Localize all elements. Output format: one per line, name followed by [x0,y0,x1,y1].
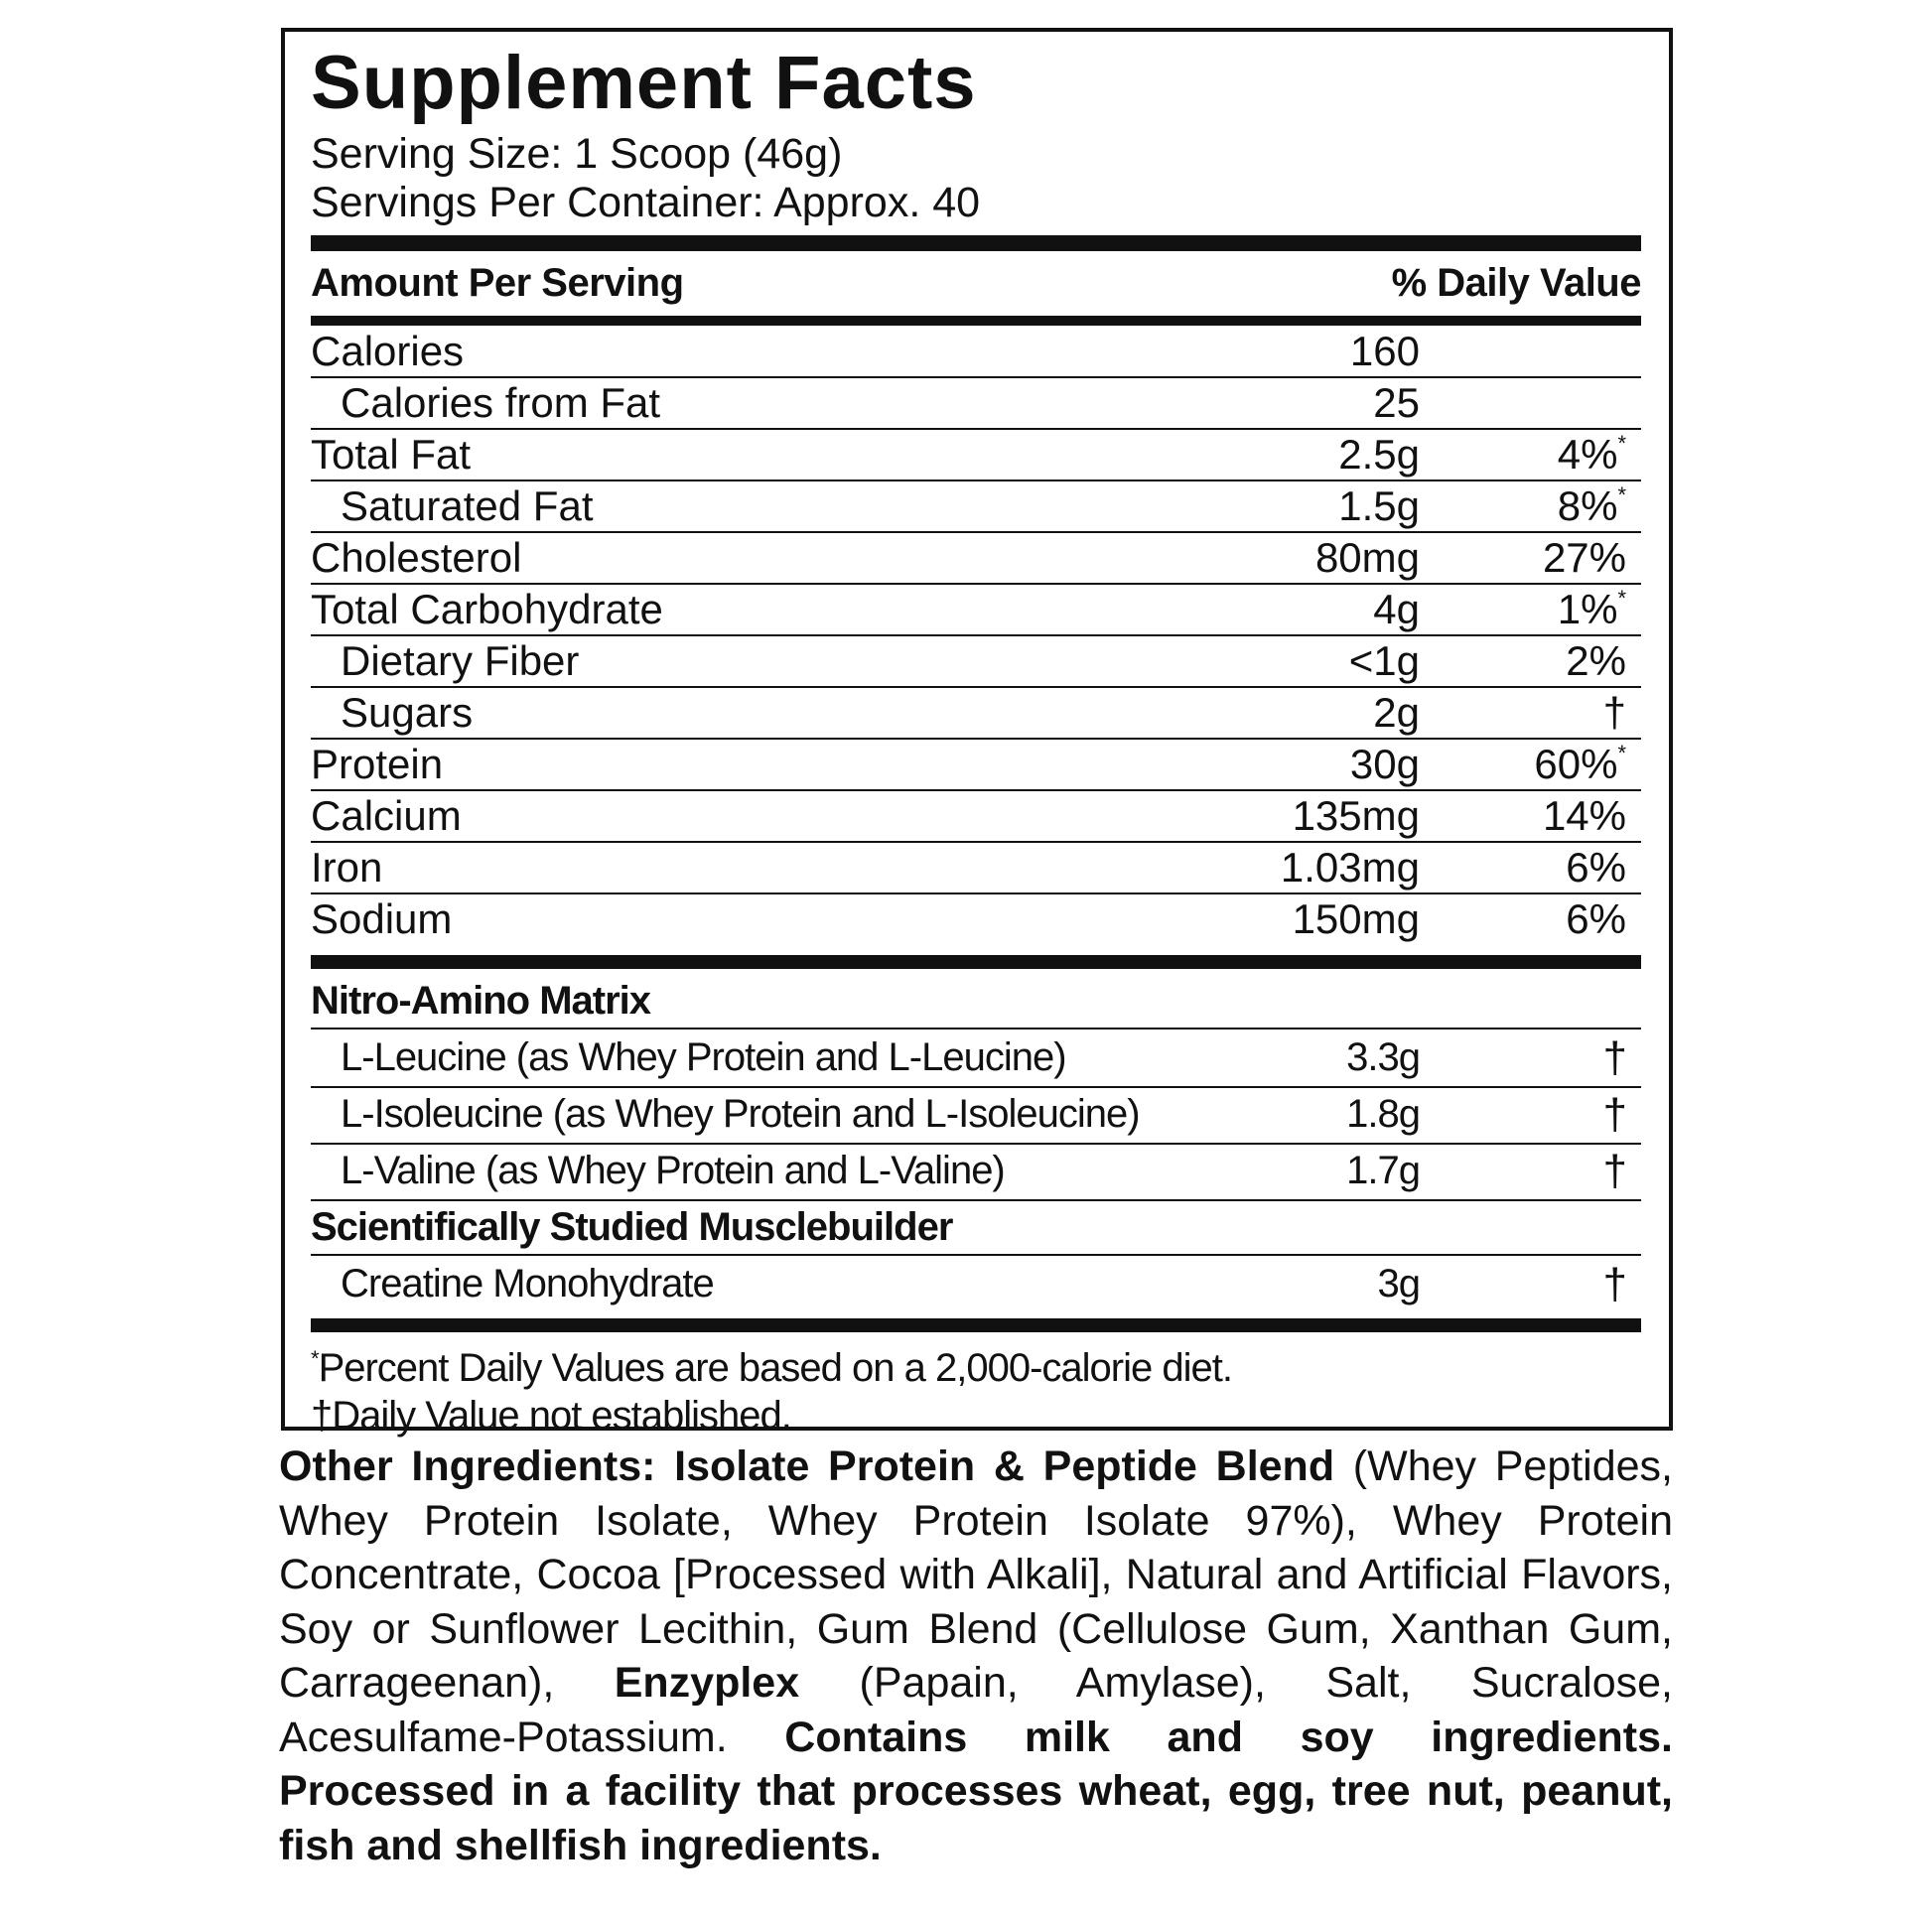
daily-value-star: * [1617,482,1626,507]
daily-value-percent: 1% [1557,586,1618,632]
nutrient-label: Protein [311,741,444,787]
other-ingredients-list-2: (Papain, Amylase), Salt, Sucralose, Acesulfame-Potassium. [279,1659,1673,1761]
musclebuilder-heading-label: Scientifically Studied Musclebuilder [311,1205,953,1249]
nutrient-row [311,532,1641,584]
nutrient-amount: 80mg [1314,534,1420,581]
nitro-amino-heading [311,975,1641,1027]
nutrient-label: Iron [311,844,383,891]
thick-divider [311,235,1641,251]
ingredient-amount: 1.8g [1346,1092,1420,1136]
ingredient-label: L-Leucine (as Whey Protein and L-Leucine) [341,1035,1066,1079]
daily-value-percent: 6% [1566,895,1626,942]
nutrient-row [311,326,1641,377]
nutrient-label: Calcium [311,792,462,839]
nutrient-label: Total Fat [311,431,472,478]
footnote-star: * [311,1346,319,1371]
serving-size: Serving Size: 1 Scoop (46g) [311,130,843,178]
nutrient-daily-value [1566,893,1626,945]
nutrient-row [311,429,1641,480]
nutrient-label: Dietary Fiber [341,637,580,684]
nutrient-amount: 2g [1373,689,1420,736]
allergen-statement: Contains milk and soy ingredients. Processed in a facility that processes wheat, egg, tree nut, peanut, fish and shellfish ingredients. [279,1713,1673,1869]
nutrient-amount: 30g [1349,741,1420,787]
ingredient-row [311,1256,1641,1312]
nutrient-amount: 150mg [1292,895,1420,942]
nutrient-daily-value [1603,687,1626,739]
ingredient-amount: 1.7g [1346,1149,1420,1192]
nutrient-daily-value [1543,532,1626,584]
enzyplex-label: Enzyplex [614,1659,800,1707]
daily-value-label: % Daily Value [1391,261,1641,305]
daily-value-percent: 4% [1557,431,1618,478]
ingredient-label: L-Valine (as Whey Protein and L-Valine) [341,1149,1005,1192]
nutrient-row [311,893,1641,945]
nutrient-label: Saturated Fat [341,482,594,529]
musclebuilder-heading [311,1201,1641,1253]
nutrient-row [311,635,1641,687]
servings-per-container: Servings Per Container: Approx. 40 [311,179,981,226]
ingredient-label: Creatine Monohydrate [341,1262,714,1305]
nutrient-row [311,584,1641,635]
thick-divider [311,955,1641,969]
ingredient-daily-value: † [1602,1147,1626,1195]
nutrient-amount: <1g [1348,637,1420,684]
nutrient-row [311,842,1641,893]
nutrient-daily-value [1558,429,1626,480]
daily-value-star: * [1617,741,1626,765]
nutrient-row [311,377,1641,429]
daily-value-percent: 14% [1542,792,1626,839]
nutrient-label: Sugars [341,689,474,736]
supplement-facts-panel [281,28,1673,1438]
nutrient-label: Calories [311,328,465,374]
nutrient-amount: 1.03mg [1280,844,1420,891]
nutrient-row [311,480,1641,532]
percent-dv-footnote-text: Percent Daily Values are based on a 2,000-calorie diet. [318,1346,1232,1390]
medium-divider [311,316,1641,326]
nutrient-amount: 135mg [1292,792,1420,839]
nutrient-row [311,739,1641,790]
nutrient-daily-value [1543,790,1626,842]
dagger-footnote: †Daily Value not established. [311,1394,791,1438]
nutrient-amount: 160 [1349,328,1420,374]
amount-header-row [311,257,1641,309]
nutrient-row [311,687,1641,739]
ingredient-label: L-Isoleucine (as Whey Protein and L-Isoleucine) [341,1092,1140,1136]
ingredient-row [311,1143,1641,1199]
nutrient-label: Total Carbohydrate [311,586,663,632]
nutrient-daily-value [1566,635,1626,687]
thick-divider [311,1318,1641,1332]
daily-value-percent: 6% [1566,844,1626,891]
nutrient-label: Calories from Fat [341,379,661,426]
ingredient-amount: 3.3g [1346,1035,1420,1079]
nitro-amino-heading-label: Nitro-Amino Matrix [311,979,650,1023]
ingredient-daily-value: † [1602,1033,1626,1082]
ingredient-amount: 3g [1377,1262,1420,1305]
daily-value-star: * [1617,586,1626,611]
nutrient-daily-value [1558,584,1626,635]
ingredient-row [311,1086,1641,1143]
daily-value-percent: 2% [1566,637,1626,684]
nutrient-amount: 4g [1373,586,1420,632]
ingredient-daily-value: † [1602,1090,1626,1139]
nutrient-row [311,790,1641,842]
nutrient-daily-value [1534,739,1626,790]
daily-value-star: * [1617,431,1626,456]
daily-value-percent: † [1602,689,1626,736]
daily-value-percent: 8% [1557,482,1618,529]
other-ingredients [279,1440,1673,1872]
ingredient-row [311,1029,1641,1086]
other-ingredients-list-1: (Whey Peptides, Whey Protein Isolate, Whey Protein Isolate 97%), Whey Protein Concentrate, Cocoa [Processed with Alkali], Natural and Artificial Flavors, Soy or Sunflower Lecithin, Gum Blend (Cellulose Gum, Xanthan Gum, Carrageenan), [279,1442,1674,1707]
nutrient-amount: 1.5g [1338,482,1420,529]
daily-value-percent: 60% [1534,741,1618,787]
daily-value-percent: 27% [1542,534,1626,581]
other-ingredients-lead: Other Ingredients: Isolate Protein & Peptide Blend [279,1442,1335,1490]
amount-per-serving-label: Amount Per Serving [311,261,684,305]
ingredient-daily-value: † [1602,1260,1626,1308]
panel-title: Supplement Facts [311,41,977,125]
nutrient-label: Sodium [311,895,453,942]
nutrient-amount: 25 [1373,379,1420,426]
nutrient-daily-value [1558,480,1626,532]
nutrient-daily-value [1566,842,1626,893]
nutrient-amount: 2.5g [1338,431,1420,478]
percent-dv-footnote [311,1348,1232,1388]
nutrient-label: Cholesterol [311,534,522,581]
